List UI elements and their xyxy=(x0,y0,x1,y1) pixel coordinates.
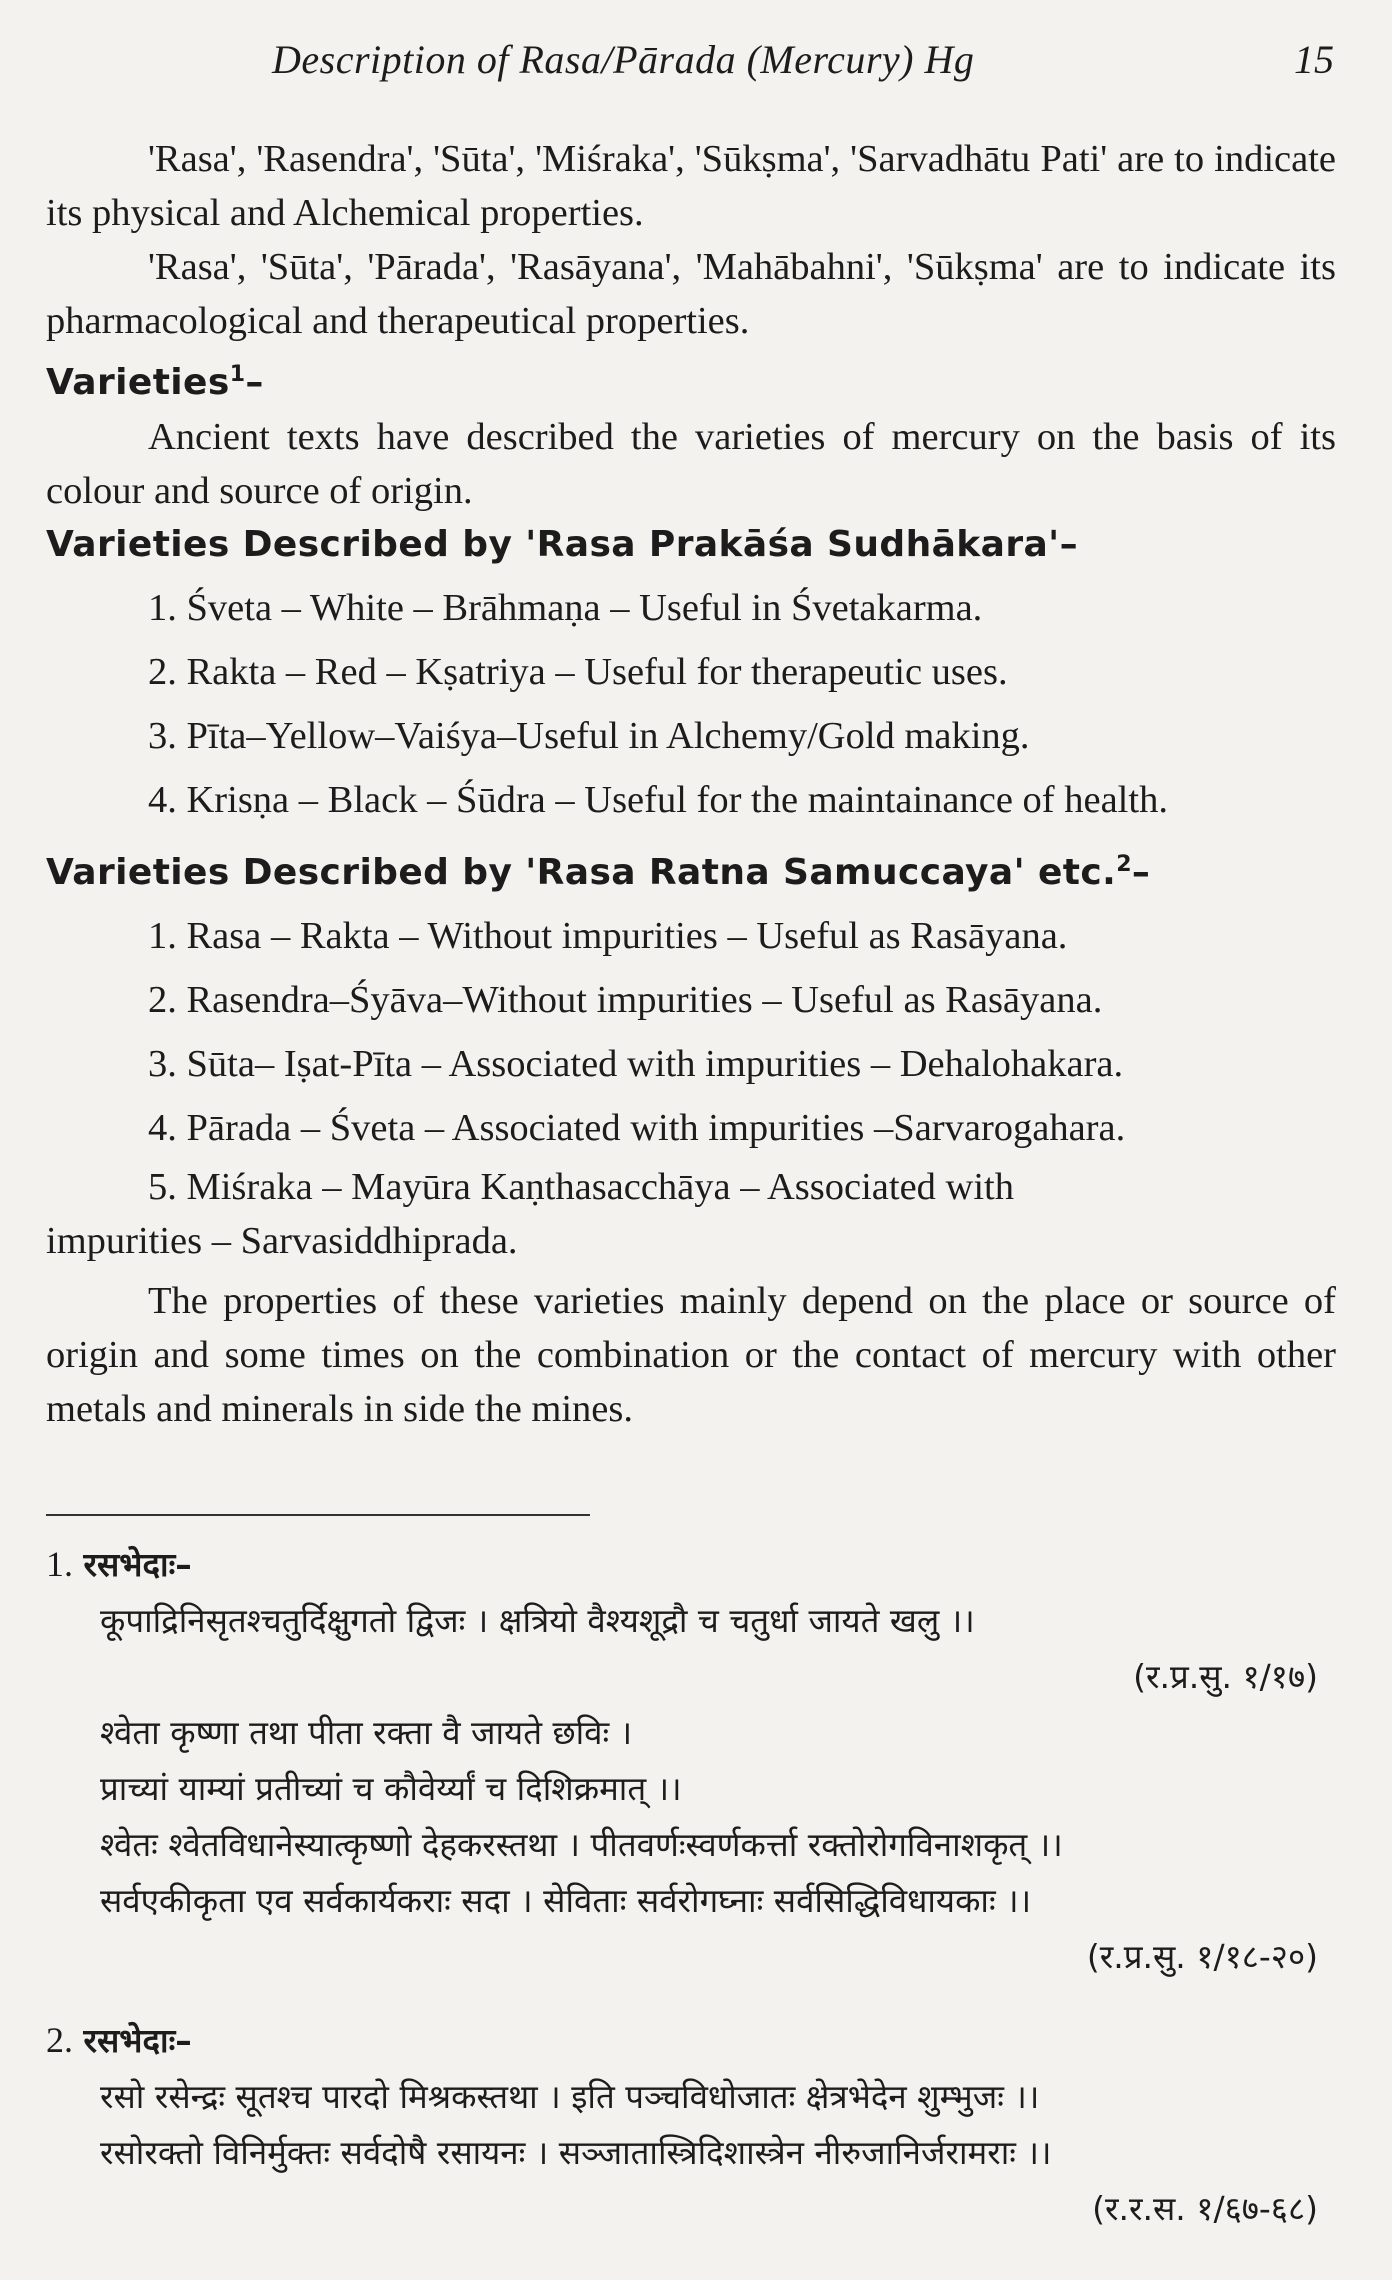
footnote-label: रसभेदाः– xyxy=(83,2021,192,2060)
list-item: 2. Rakta – Red – Kṣatriya – Useful for therapeutic uses. xyxy=(148,651,1008,693)
page-number: 15 xyxy=(1294,37,1334,82)
footnote-1 xyxy=(46,1536,1336,1985)
list-rasa-prakasa xyxy=(46,576,1336,832)
footnote-number: 1. xyxy=(46,1544,73,1584)
running-head xyxy=(0,36,1392,86)
footnote-label: रसभेदाः– xyxy=(83,1545,192,1584)
list-item: 4. Pārada – Śveta – Associated with impurities –Sarvarogahara. xyxy=(148,1107,1126,1149)
heading-varieties-dash: – xyxy=(245,362,264,403)
footnote-header xyxy=(46,1536,1336,1593)
verse-line: प्राच्यां याम्यां प्रतीच्यां च कौवेर्य्यां च दिशिक्रमात् ।। xyxy=(100,1769,682,1808)
verse-line: रसोरक्तो विनिर्मुक्तः सर्वदोषै रसायनः । सञ्जातास्त्रिदिशास्त्रेन नीरुजानिर्जरामराः ।। xyxy=(100,2133,1052,2172)
heading-rasa-ratna-text: Varieties Described by 'Rasa Ratna Samuccaya' etc. xyxy=(46,852,1117,893)
heading-rasa-ratna xyxy=(46,838,1336,900)
verse-line: श्वेतः श्वेतविधानेस्यात्कृष्णो देहकरस्तथा । पीतवर्णःस्वर्णकर्त्ता रक्तोरोगविनाशकृत् ।। xyxy=(100,1825,1063,1864)
list-rasa-ratna xyxy=(46,904,1336,1268)
list-item: 1. Rasa – Rakta – Without impurities – Useful as Rasāyana. xyxy=(148,915,1068,957)
verse-line: रसो रसेन्द्रः सूतश्च पारदो मिश्रकस्तथा । इति पञ्चविधोजातः क्षेत्रभेदेन शुम्भुजः ।। xyxy=(100,2077,1040,2116)
list-item: 3. Pīta–Yellow–Vaiśya–Useful in Alchemy/Gold making. xyxy=(148,715,1030,757)
verse-line: सर्वएकीकृता एव सर्वकार्यकराः सदा । सेविताः सर्वरोगघ्नाः सर्वसिद्धिविधायकाः ।। xyxy=(100,1881,1032,1920)
footnote-ref-1: 1 xyxy=(229,362,246,387)
verse-reference: (र.र.स. १/६७-६८) xyxy=(1092,2189,1318,2228)
heading-rasa-prakasa: Varieties Described by 'Rasa Prakāśa Sudhākara'– xyxy=(46,524,1078,565)
verse-reference: (र.प्र.सु. १/१८-२०) xyxy=(1086,1937,1318,1976)
paragraph-synonyms-pharmacological: 'Rasa', 'Sūta', 'Pārada', 'Rasāyana', 'Mahābahni', 'Sūkṣma' are to indicate its pharmacological and therapeutical properties. xyxy=(46,246,1336,342)
main-text xyxy=(46,132,1336,1436)
heading-varieties-text: Varieties xyxy=(46,362,230,403)
footnote-divider xyxy=(46,1514,590,1516)
running-head-title: Description of Rasa/Pārada (Mercury) Hg xyxy=(272,37,975,82)
paragraph-properties: The properties of these varieties mainly depend on the place or source of origin and some times on the combination or the contact of mercury with other metals and minerals in side the mines. xyxy=(46,1280,1336,1430)
paragraph-synonyms-physical: 'Rasa', 'Rasendra', 'Sūta', 'Miśraka', 'Sūkṣma', 'Sarvadhātu Pati' are to indicate its physical and Alchemical properties. xyxy=(46,138,1336,234)
list-item-line: impurities – Sarvasiddhiprada. xyxy=(46,1220,518,1262)
footnote-header xyxy=(46,2012,1336,2069)
heading-rasa-ratna-dash: – xyxy=(1131,852,1151,893)
verse-reference: (र.प्र.सु. १/१७) xyxy=(1133,1657,1318,1696)
paragraph-varieties-intro: Ancient texts have described the varieties of mercury on the basis of its colour and source of origin. xyxy=(46,416,1336,512)
list-item: 4. Krisṇa – Black – Śūdra – Useful for the maintainance of health. xyxy=(148,779,1168,821)
list-item-line: 5. Miśraka – Mayūra Kaṇthasacchāya – Associated with xyxy=(148,1166,1014,1208)
verse-line: श्वेता कृष्णा तथा पीता रक्ता वै जायते छविः । xyxy=(100,1713,633,1752)
heading-varieties xyxy=(46,348,1336,410)
footnote-ref-2: 2 xyxy=(1116,852,1132,877)
footnote-number: 2. xyxy=(46,2020,73,2060)
list-item xyxy=(46,1160,1336,1268)
list-item: 2. Rasendra–Śyāva–Without impurities – Useful as Rasāyana. xyxy=(148,979,1103,1021)
footnote-2 xyxy=(46,2012,1336,2237)
list-item: 3. Sūta– Iṣat-Pīta – Associated with impurities – Dehalohakara. xyxy=(148,1043,1124,1085)
list-item: 1. Śveta – White – Brāhmaṇa – Useful in Śvetakarma. xyxy=(148,587,983,629)
verse-line: कूपाद्रिनिसृतश्चतुर्दिक्षुगतो द्विजः । क्षत्रियो वैश्यशूद्रौ च चतुर्धा जायते खलु ।। xyxy=(100,1601,975,1640)
